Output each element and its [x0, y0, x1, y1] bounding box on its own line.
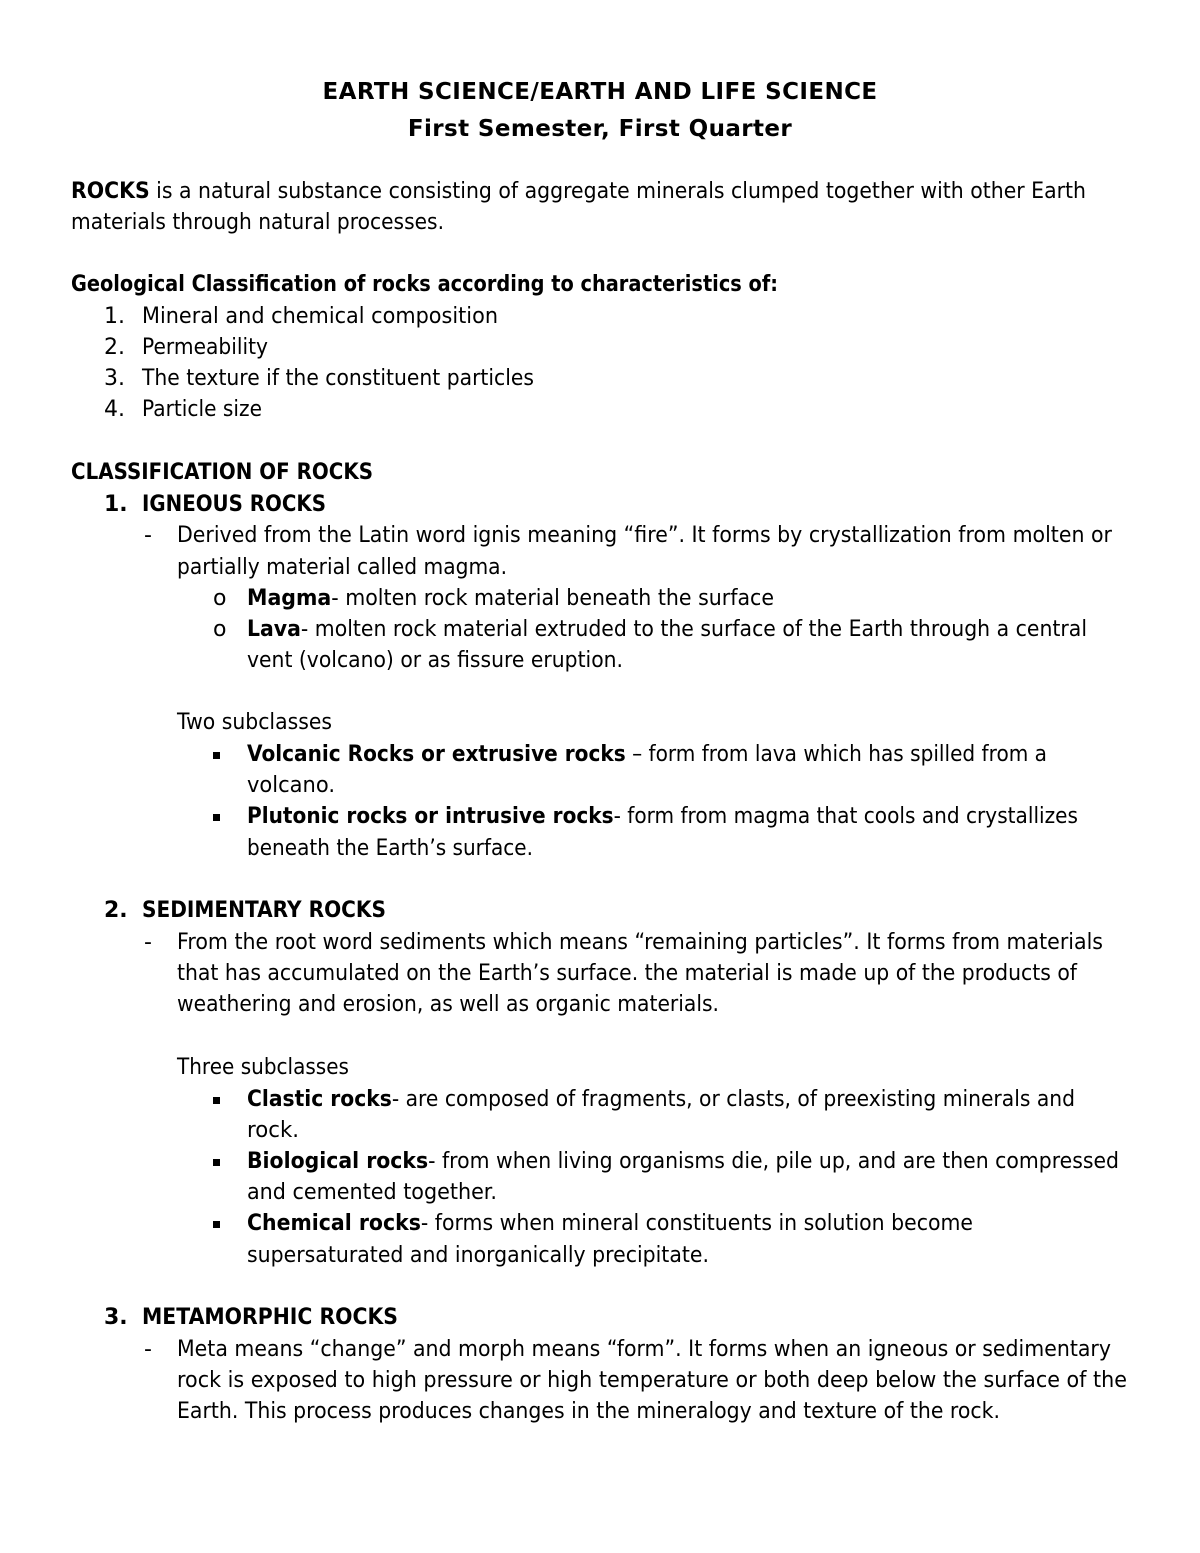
sedimentary-description: that has accumulated on the Earth’s surface. the material is made up of the products of [177, 961, 1077, 986]
intro-paragraph-line-2: materials through natural processes. [71, 210, 444, 235]
igneous-description: Derived from the Latin word ignis meaning “fire”. It forms by crystallization from molten or [177, 523, 1112, 548]
metamorphic-description: Meta means “change” and morph means “form”. It forms when an igneous or sedimentary [177, 1337, 1111, 1362]
metamorphic-number: 3. [104, 1305, 128, 1330]
plutonic-rocks-item-continued: beneath the Earth’s surface. [247, 836, 533, 861]
circle-bullet: o [213, 617, 227, 642]
square-bullet [213, 1221, 220, 1228]
sedimentary-description: weathering and erosion, as well as organic materials. [177, 992, 719, 1017]
igneous-description: partially material called magma. [177, 555, 507, 580]
clastic-rocks-item: Clastic rocks- are composed of fragments, or clasts, of preexisting minerals and [247, 1087, 1075, 1112]
sedimentary-subclasses-label: Three subclasses [177, 1055, 349, 1080]
geo-item: Particle size [142, 397, 262, 422]
classification-heading: CLASSIFICATION OF ROCKS [71, 460, 373, 485]
document-subtitle: First Semester, First Quarter [407, 116, 793, 142]
igneous-subclasses-label: Two subclasses [177, 710, 332, 735]
plutonic-rocks-item: Plutonic rocks or intrusive rocks- form from magma that cools and crystallizes [247, 804, 1078, 829]
circle-bullet: o [213, 586, 227, 611]
sedimentary-description: From the root word sediments which means “remaining particles”. It forms from materials [177, 930, 1103, 955]
square-bullet [213, 1097, 220, 1104]
metamorphic-description: Earth. This process produces changes in the mineralogy and texture of the rock. [177, 1399, 1000, 1424]
rocks-definition: is a natural substance consisting of aggregate minerals clumped together with other Earth [149, 179, 1086, 204]
square-bullet [213, 752, 220, 759]
geo-item: Mineral and chemical composition [142, 304, 498, 329]
lava-item-continued: vent (volcano) or as fissure eruption. [247, 648, 623, 673]
geo-heading: Geological Classification of rocks according to characteristics of: [71, 272, 778, 297]
square-bullet [213, 1159, 220, 1166]
geo-item-number: 4. [104, 397, 125, 422]
geo-item: Permeability [142, 335, 268, 360]
chemical-rocks-item-continued: supersaturated and inorganically precipitate. [247, 1243, 709, 1268]
geo-item-number: 1. [104, 304, 125, 329]
lava-item: Lava- molten rock material extruded to the surface of the Earth through a central [247, 617, 1087, 642]
rocks-term: ROCKS [71, 179, 150, 204]
metamorphic-title: METAMORPHIC ROCKS [142, 1305, 398, 1330]
square-bullet [213, 814, 220, 821]
dash-marker: - [144, 930, 152, 955]
intro-paragraph-line-1 [71, 177, 1164, 207]
geo-item-number: 3. [104, 366, 125, 391]
volcanic-rocks-item: Volcanic Rocks or extrusive rocks – form from lava which has spilled from a [247, 742, 1047, 767]
clastic-rocks-item-continued: rock. [247, 1118, 299, 1143]
metamorphic-description: rock is exposed to high pressure or high temperature or both deep below the surface of the [177, 1368, 1127, 1393]
chemical-rocks-item: Chemical rocks- forms when mineral constituents in solution become [247, 1211, 973, 1236]
document-title: EARTH SCIENCE/EARTH AND LIFE SCIENCE [322, 79, 878, 105]
igneous-number: 1. [104, 492, 128, 517]
sedimentary-number: 2. [104, 898, 128, 923]
volcanic-rocks-item-continued: volcano. [247, 773, 335, 798]
geo-item: The texture if the constituent particles [142, 366, 534, 391]
sedimentary-title: SEDIMENTARY ROCKS [142, 898, 386, 923]
dash-marker: - [144, 523, 152, 548]
biological-rocks-item: Biological rocks- from when living organisms die, pile up, and are then compressed [247, 1149, 1119, 1174]
magma-item: Magma- molten rock material beneath the surface [247, 586, 774, 611]
geo-item-number: 2. [104, 335, 125, 360]
dash-marker: - [144, 1337, 152, 1362]
igneous-title: IGNEOUS ROCKS [142, 492, 326, 517]
biological-rocks-item-continued: and cemented together. [247, 1180, 497, 1205]
